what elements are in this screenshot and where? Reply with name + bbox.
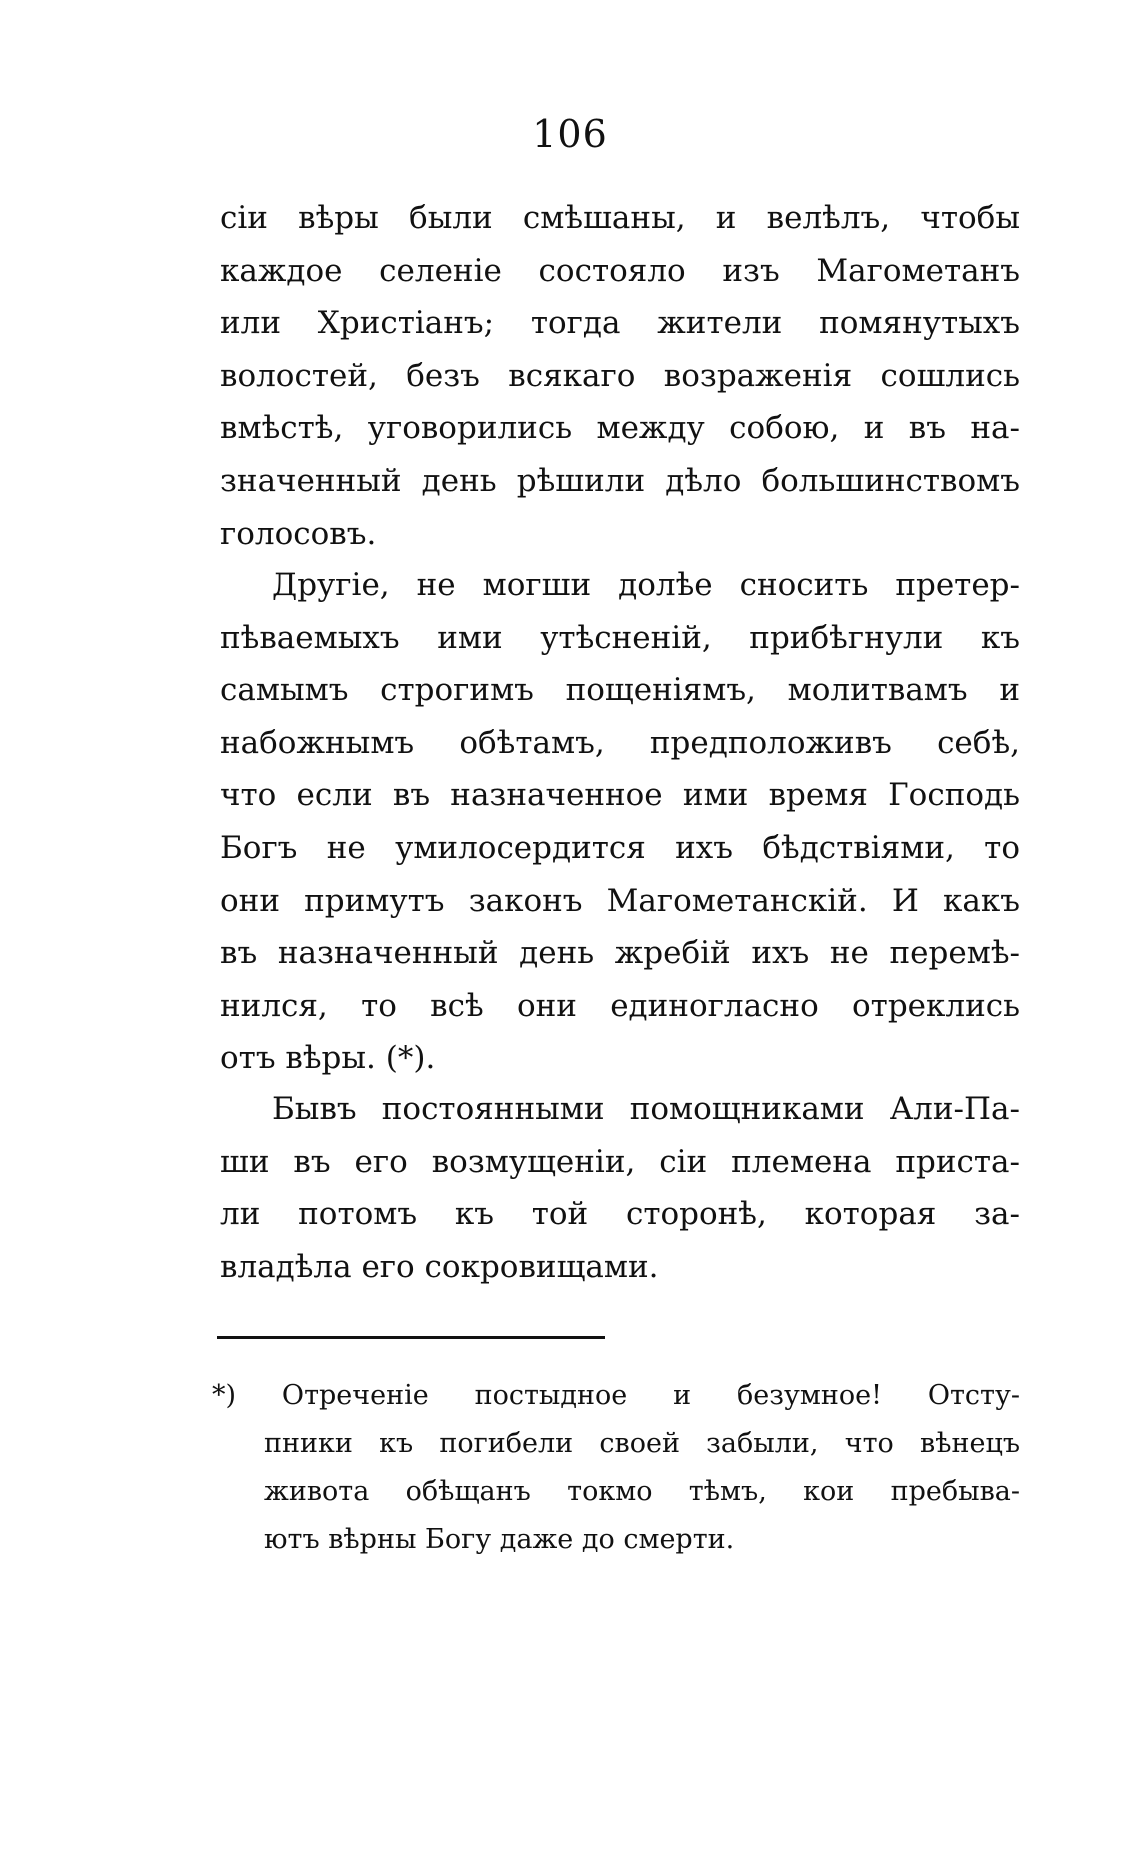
text-line: ли потомъ къ той сторонѣ, которая за- [220, 1196, 1020, 1233]
text-line: Бывъ постоянными помощниками Али-Па- [272, 1091, 1020, 1127]
text-line: сіи вѣры были смѣшаны, и велѣлъ, чтобы [220, 200, 1020, 236]
text-line: владѣла его сокровищами. [220, 1248, 659, 1285]
text-line: они примутъ законъ Магометанскій. И какъ [220, 882, 1020, 919]
text-line: вмѣстѣ, уговорились между собою, и въ на- [220, 410, 1020, 447]
footnote-divider [217, 1336, 605, 1339]
text-line: каждое селеніе состояло изъ Магометанъ [220, 252, 1020, 289]
page-number: 106 [532, 112, 608, 156]
text-line: набожнымъ обѣтамъ, предположивъ себѣ, [220, 724, 1020, 761]
text-line: голосовъ. [220, 515, 377, 552]
text-line: нился, то всѣ они единогласно отреклись [220, 987, 1020, 1024]
footnote-line: пники къ погибели своей забыли, что вѣнецъ [264, 1428, 1020, 1459]
text-line: пѣваемыхъ ими утѣсненій, прибѣгнули къ [220, 619, 1020, 656]
text-line: Богъ не умилосердится ихъ бѣдствіями, то [220, 829, 1020, 866]
paragraph-3 [220, 1083, 1020, 1293]
text-line: отъ вѣры. (*). [220, 1040, 436, 1077]
text-line: что если въ назначенное ими время Господь [220, 777, 1020, 814]
text-line: волостей, безъ всякаго возраженія сошлись [220, 357, 1020, 394]
footnote-line: живота обѣщанъ токмо тѣмъ, кои пребыва- [264, 1476, 1020, 1507]
text-line: или Христіанъ; тогда жители помянутыхъ [220, 305, 1020, 342]
text-line: въ назначенный день жребій ихъ не перемѣ- [220, 935, 1020, 972]
paragraph-1 [220, 192, 1020, 560]
paragraph-2 [220, 559, 1020, 1085]
text-line: значенный день рѣшили дѣло большинствомъ [220, 462, 1020, 499]
text-line: Другіе, не могши долѣе сносить претер- [272, 567, 1020, 603]
text-line: самымъ строгимъ пощеніямъ, молитвамъ и [220, 672, 1020, 709]
footnote [212, 1372, 1020, 1564]
text-line: ши въ его возмущеніи, сіи племена приста- [220, 1143, 1020, 1180]
footnote-line: *) Отреченіе постыдное и безумное! Отсту- [212, 1380, 1020, 1411]
footnote-line: ютъ вѣрны Богу даже до смерти. [264, 1524, 735, 1555]
